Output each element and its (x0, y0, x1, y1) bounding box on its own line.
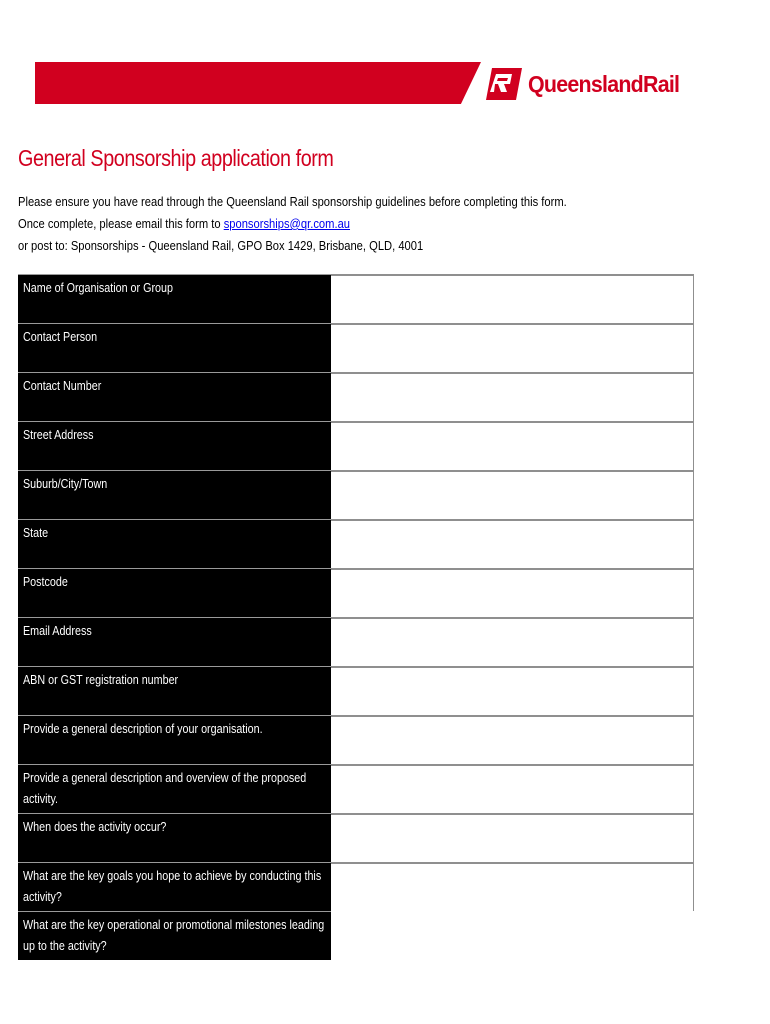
form-field-label (18, 666, 331, 715)
form-row (18, 519, 694, 568)
form-row (18, 666, 694, 715)
form-field-label (18, 862, 331, 911)
header-red-banner (35, 62, 481, 104)
form-field-label (18, 568, 331, 617)
form-field-label (18, 372, 331, 421)
intro-email-prefix: Once complete, please email this form to (18, 216, 224, 231)
form-field-input[interactable] (331, 617, 694, 666)
form-field-label (18, 274, 331, 323)
queensland-rail-qr-logo-icon (484, 66, 524, 102)
form-field-label-text: Provide a general description and overview of the proposed activity. (23, 771, 307, 806)
intro-line-guidelines: Please ensure you have read through the Queensland Rail sponsorship guidelines before completing this form. (18, 194, 567, 209)
form-row (18, 862, 694, 911)
form-field-label-text: What are the key goals you hope to achieve by conducting this activity? (23, 869, 322, 904)
form-field-input[interactable] (331, 813, 694, 862)
form-field-input[interactable] (331, 862, 694, 911)
intro-text (18, 191, 567, 257)
form-row (18, 323, 694, 372)
form-field-input[interactable] (331, 519, 694, 568)
form-field-input[interactable] (331, 666, 694, 715)
form-field-label-text: What are the key operational or promotional milestones leading up to the activity? (23, 918, 325, 953)
form-row (18, 715, 694, 764)
form-row (18, 372, 694, 421)
form-field-input[interactable] (331, 764, 694, 813)
form-row (18, 764, 694, 813)
form-field-label-text: State (23, 526, 49, 540)
form-field-label-text: Provide a general description of your organisation. (23, 722, 263, 736)
form-row (18, 568, 694, 617)
form-field-label (18, 323, 331, 372)
form-row (18, 470, 694, 519)
form-field-label (18, 421, 331, 470)
form-field-label-text: ABN or GST registration number (23, 673, 179, 687)
brand-name: QueenslandRail (528, 70, 680, 97)
page-title: General Sponsorship application form (18, 145, 334, 171)
form-field-label (18, 519, 331, 568)
form-field-input[interactable] (331, 911, 694, 960)
form-row (18, 421, 694, 470)
form-field-label-text: Email Address (23, 624, 92, 638)
form-field-label-text: Name of Organisation or Group (23, 281, 173, 295)
form-row (18, 274, 694, 323)
form-field-label-text: Contact Number (23, 379, 102, 393)
form-row (18, 617, 694, 666)
intro-line-post: or post to: Sponsorships - Queensland Rail, GPO Box 1429, Brisbane, QLD, 4001 (18, 238, 424, 253)
form-row (18, 813, 694, 862)
form-field-label (18, 715, 331, 764)
form-field-input[interactable] (331, 323, 694, 372)
form-field-label-text: Contact Person (23, 330, 98, 344)
form-field-input[interactable] (331, 274, 694, 323)
form-field-label (18, 617, 331, 666)
form-field-input[interactable] (331, 421, 694, 470)
form-field-label (18, 470, 331, 519)
application-form (18, 274, 694, 960)
form-row (18, 911, 694, 960)
form-field-input[interactable] (331, 372, 694, 421)
form-field-label (18, 911, 331, 960)
email-link[interactable]: sponsorships@qr.com.au (223, 216, 351, 231)
form-field-label-text: Street Address (23, 428, 94, 442)
form-field-input[interactable] (331, 715, 694, 764)
form-field-label-text: When does the activity occur? (23, 820, 167, 834)
form-field-label-text: Postcode (23, 575, 68, 589)
form-field-label (18, 813, 331, 862)
intro-line-email (18, 213, 567, 235)
brand-logo (484, 64, 691, 104)
form-field-label (18, 764, 331, 813)
form-field-input[interactable] (331, 568, 694, 617)
form-field-label-text: Suburb/City/Town (23, 477, 108, 491)
form-field-input[interactable] (331, 470, 694, 519)
